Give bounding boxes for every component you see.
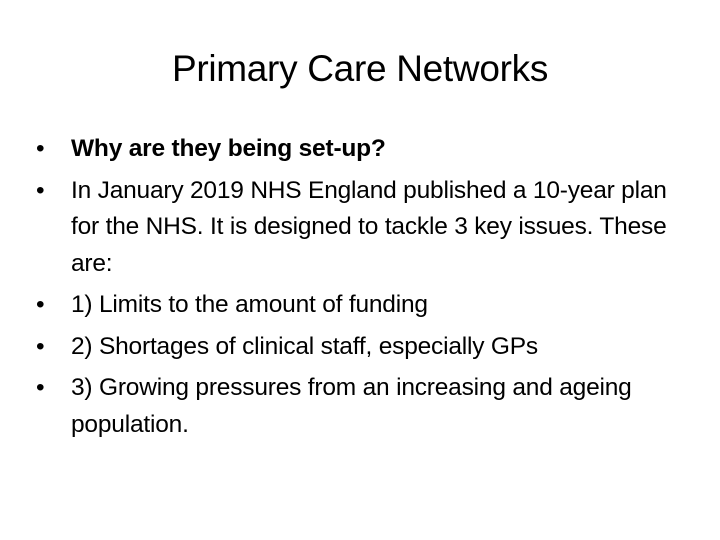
bullet-dot: • — [36, 135, 45, 162]
bullet-text-pressures: 3) Growing pressures from an increasing and ageing population. — [71, 374, 632, 438]
bullet-item — [36, 131, 676, 168]
bullet-item — [36, 370, 676, 443]
bullet-text-plan: In January 2019 NHS England published a 10-year plan for the NHS. It is designed to tackle 3 key issues. These are: — [71, 176, 667, 277]
bullet-list — [36, 131, 676, 448]
bullet-dot: • — [36, 374, 45, 401]
bullet-item — [36, 173, 676, 283]
bullet-dot: • — [36, 332, 45, 360]
bullet-text-staff: 2) Shortages of clinical staff, especially GPs — [71, 332, 538, 360]
bullet-text-question: Why are they being set-up? — [71, 135, 386, 162]
bullet-dot: • — [36, 176, 45, 204]
bullet-dot: • — [36, 291, 45, 318]
slide-title: Primary Care Networks — [171, 48, 549, 89]
bullet-item — [36, 287, 676, 324]
bullet-item — [36, 329, 676, 366]
bullet-text-funding: 1) Limits to the amount of funding — [71, 291, 428, 318]
